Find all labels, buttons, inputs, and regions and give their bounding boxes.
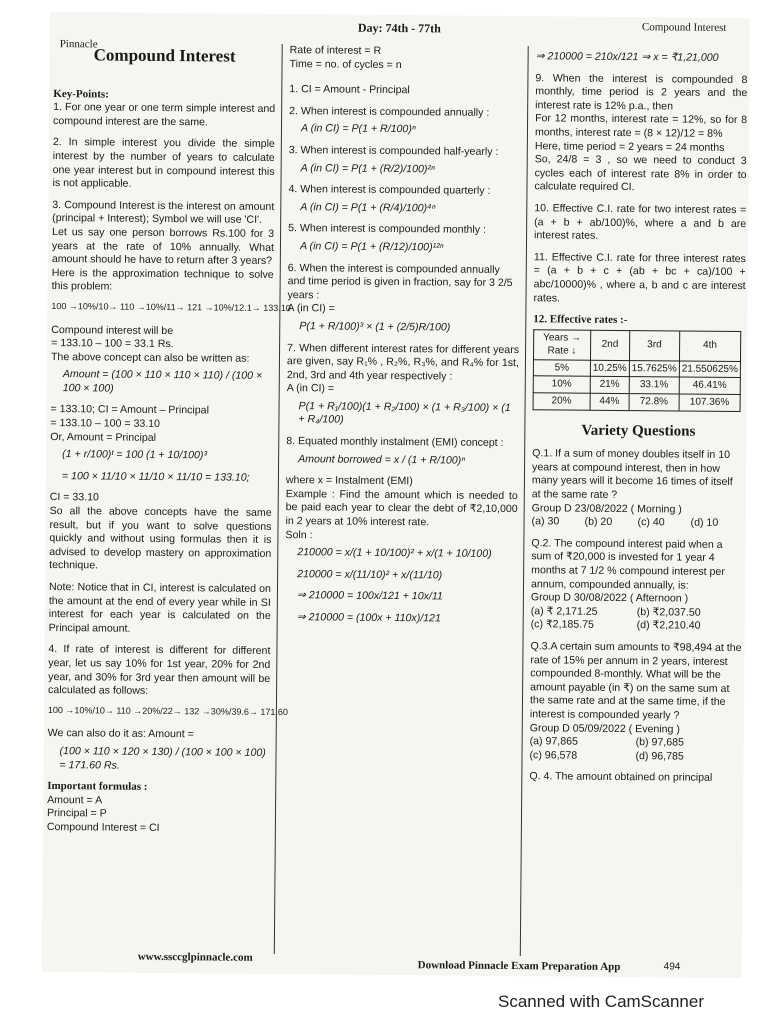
formula-line: Compound Interest = CI: [46, 820, 160, 834]
item-11: 11. Effective C.I. rate for three interest rates = (a + b + c + (ab + bc + ca)/100 + abc/10000)% , where a, b and c are interest rates.: [533, 250, 746, 304]
principal-formula: (1 + r/100)ᵗ = 100 (1 + 10/100)³: [62, 448, 208, 462]
key-points-heading: Key-Points:: [53, 87, 109, 101]
table-header: Years → Rate ↓: [533, 329, 590, 360]
solution-step: ⇒ 210000 = (100x + 110x)/121: [296, 611, 441, 625]
option: (a) 97,865: [529, 735, 579, 748]
question-2-group: Group D 30/08/2022 ( Afternoon ): [530, 591, 689, 605]
item-7-label: A (in CI) =: [286, 382, 335, 395]
amount-formula: Amount = (100 × 110 × 110 × 110) / (100 × 100 × 100): [62, 368, 263, 395]
effective-rates-table: [533, 329, 742, 412]
also-do: We can also do it as: Amount =: [47, 727, 194, 741]
formula-monthly: A (in CI) = P(1 + (R/12)/100)¹²ⁿ: [299, 240, 444, 254]
question-2-options: [531, 605, 743, 634]
note: Note: Notice that in CI, interest is calculated on the amount at the end of every year while in SI interest for each year is calculated on the Principal amount.: [48, 581, 272, 635]
amount-formula-2: (100 × 110 × 120 × 130) / (100 × 100 × 100) = 171.60 Rs.: [59, 745, 266, 772]
emi-example: Example : Find the amount which is needed to be paid each year to clear the debt of ₹2,10,000 in 2 years at 10% interest rate.: [285, 487, 518, 529]
document-page: [42, 12, 750, 978]
rate-chain: 100 →10%/10→ 110 →20%/22→ 132 →30%/39.6→ 171.60: [47, 704, 288, 717]
formula-annual: A (in CI) = P(1 + R/100)ⁿ: [300, 122, 416, 136]
table-cell: 21%: [590, 377, 629, 394]
solution-result: ⇒ 210000 = 210x/121 ⇒ x = ₹1,21,000: [535, 50, 719, 64]
column-right: [529, 46, 747, 786]
option: (b) 20: [584, 515, 613, 529]
item-5: 5. When interest is compounded monthly :: [288, 222, 487, 237]
point-4: 4. If rate of interest is different for different year, let us say 10% for 1st year, 20% for 2nd year, and 30% for 3rd year then amount will be calculated as follows:: [48, 643, 271, 698]
table-header: 3rd: [629, 330, 679, 361]
scanner-watermark: Scanned with CamScanner: [498, 992, 705, 1011]
table-header-row: [533, 329, 740, 361]
page-number: 494: [663, 961, 681, 973]
also-written: The above concept can also be written as:: [50, 350, 250, 365]
ci-text: Compound interest will be: [51, 323, 174, 337]
formula-half-yearly: A (in CI) = P(1 + (R/2)/100)²ⁿ: [300, 161, 435, 175]
item-10: 10. Effective C.I. rate for two interest rates = (a + b + ab/100)%, where a and b are interest rates.: [534, 202, 747, 242]
table-cell: 107.36%: [679, 394, 740, 411]
solution-step: 210000 = x/(11/10)² + x/(11/10): [297, 567, 443, 582]
option: (a) ₹ 2,171.25: [530, 604, 598, 618]
point-3: 3. Compound Interest is the interest on amount (principal + Interest); Symbol we will use 'CI'.: [52, 198, 275, 227]
emi-where: where x = Instalment (EMI): [285, 474, 413, 488]
option: (b) ₹2,037.50: [636, 605, 701, 619]
day-header: Day: 74th - 77th: [357, 20, 441, 36]
option: (c) 40: [637, 516, 665, 529]
option: (d) ₹2,210.40: [636, 619, 701, 633]
ci-equation: = 133.10 – 100 = 33.10: [50, 417, 161, 431]
paragraph-same: So all the above concepts have the same result, but if you want to solve questions quickly and without using formulas then it is advised to develop mastery on approximation technique.: [49, 505, 272, 572]
item-6: 6. When the interest is compounded annually and time period is given in fraction, say for 3 2/5 years :: [287, 261, 513, 302]
option: (d) 10: [690, 516, 719, 530]
table-cell: 44%: [590, 393, 629, 410]
ci-result: CI = 33.10: [49, 491, 100, 504]
table-header: 2nd: [590, 330, 629, 361]
item-12: 12. Effective rates :-: [533, 313, 628, 327]
column-left: [46, 42, 291, 836]
important-heading: Important formulas :: [47, 780, 148, 794]
question-3: Q.3.A certain sum amounts to ₹98,494 at the rate of 15% per annum in 2 years, interest compounded 8-monthly. What will be the amount payable (in ₹) on the same sum at the same rate and at the same time, if the interest is compounded yearly ?: [529, 640, 742, 722]
item-9-rate: For 12 months, interest rate = 12%, so for 8 months, interest rate = (8 × 12)/12 = 8%: [534, 112, 748, 140]
table-cell: 10%: [533, 376, 590, 393]
column-middle: [285, 44, 522, 635]
point-1: 1. For one year or one term simple interest and compound interest are the same.: [52, 101, 276, 129]
footer-app: Download Pinnacle Exam Preparation App: [417, 959, 621, 974]
page-title: Compound Interest: [93, 45, 236, 66]
point-3-example: Let us say one person borrows Rs.100 for 3 years at the rate of 10% annually. What amount should he have to return after 3 years?: [51, 225, 275, 268]
item-2: 2. When interest is compounded annually :: [289, 104, 490, 119]
table-cell: 46.41%: [679, 377, 740, 394]
variety-heading: Variety Questions: [581, 422, 696, 440]
table-cell: 72.8%: [629, 394, 679, 411]
rate-def: Rate of interest = R: [289, 44, 382, 57]
column-divider: [520, 46, 529, 956]
formula-line: Amount = A: [47, 793, 103, 807]
table-cell: 33.1%: [629, 377, 679, 394]
ci-calc: = 133.10 – 100 = 33.1 Rs.: [51, 337, 174, 351]
formula-quarterly: A (in CI) = P(1 + (R/4)/100)⁴ⁿ: [300, 200, 436, 215]
table-cell: 20%: [533, 393, 590, 410]
formula-different-rates: P(1 + R₁/100)(1 + R₂/100) × (1 + R₃/100) × (1 + R₄/100): [298, 400, 511, 427]
question-2: Q.2. The compound interest paid when a sum of ₹20,000 is invested for 1 year 4 months at 7 1/2 % compound interest per annum, compounded annually, is:: [530, 537, 725, 592]
formula-line: Principal = P: [46, 807, 107, 820]
question-1-group: Group D 23/08/2022 ( Morning ): [531, 501, 682, 516]
point-2: 2. In simple interest you divide the simple interest by the number of years to calculate one year interest but in compound interest this is not applicable.: [52, 136, 275, 190]
approximation-chain: 100 →10%/10→ 110 →10%/11→ 121 →10%/12.1→ 133.10: [51, 300, 291, 314]
ci-equation: = 133.10; CI = Amount – Principal: [50, 403, 209, 417]
brand-label: Pinnacle: [59, 38, 98, 51]
table-row: [533, 376, 740, 394]
table-header: 4th: [679, 331, 740, 362]
or-amount: Or, Amount = Principal: [50, 430, 157, 444]
question-3-group: Group D 05/09/2022 ( Evening ): [529, 721, 680, 736]
solution-step: ⇒ 210000 = 100x/121 + 10x/11: [296, 589, 443, 603]
item-1: 1. CI = Amount - Principal: [289, 83, 410, 97]
option: (b) 97,685: [635, 736, 684, 749]
item-9-period: Here, time period = 2 years = 24 months: [534, 139, 725, 154]
item-9-cycles: So, 24/8 = 3 , so we need to conduct 3 cycles each of interest rate 8% in order to calculate required CI.: [534, 153, 747, 194]
table-row: [533, 393, 740, 411]
item-9: 9. When the interest is compounded 8 monthly, time period is 2 years and the interest rate is 12% p.a., then: [535, 71, 748, 113]
option: (c) 96,578: [529, 748, 578, 762]
time-def: Time = no. of cycles = n: [289, 57, 402, 71]
question-1: Q.1. If a sum of money doubles itself in 10 years at compound interest, then in how many years will it become 16 times of itself at the same rate ?: [531, 447, 733, 501]
option: (d) 96,785: [635, 749, 684, 763]
solution-step: 210000 = x/(1 + 10/100)² + x/(1 + 10/100): [297, 546, 492, 561]
column-divider: [274, 44, 283, 954]
table-cell: 15.7625%: [629, 360, 679, 377]
table-cell: 10.25%: [590, 360, 629, 377]
item-8: 8. Equated monthly instalment (EMI) concept :: [286, 435, 504, 450]
solution-label: Soln :: [285, 528, 313, 541]
table-row: [533, 360, 740, 378]
formula-emi: Amount borrowed = x / (1 + R/100)ⁿ: [298, 452, 466, 467]
option: (a) 30: [531, 515, 560, 528]
question-4: Q. 4. The amount obtained on principal: [529, 770, 713, 785]
item-4: 4. When interest is compounded quarterly :: [288, 183, 491, 198]
question-3-options: [529, 735, 741, 764]
item-3: 3. When interest is compounded half-yearly :: [288, 144, 499, 158]
point-3-technique: Here is the approximation technique to solve this problem:: [51, 266, 274, 293]
topic-header: Compound Interest: [641, 21, 727, 34]
option: (c) ₹2,185.75: [530, 618, 595, 632]
table-cell: 5%: [533, 360, 590, 377]
product-formula: = 100 × 11/10 × 11/10 × 11/10 = 133.10;: [61, 469, 250, 484]
item-6-label: A (in CI) =: [287, 302, 335, 315]
question-1-options: [532, 515, 744, 530]
formula-fraction: P(1 + R/100)³ × (1 + (2/5)R/100): [299, 320, 451, 334]
footer-website: www.ssccglpinnacle.com: [137, 950, 253, 964]
item-7: 7. When different interest rates for different years are given, say R₁% , R₂%, R₃%, and R₄% for 1st, 2nd, 3rd and 4th year respectively :: [286, 341, 520, 383]
table-cell: 21.550625%: [679, 361, 740, 378]
